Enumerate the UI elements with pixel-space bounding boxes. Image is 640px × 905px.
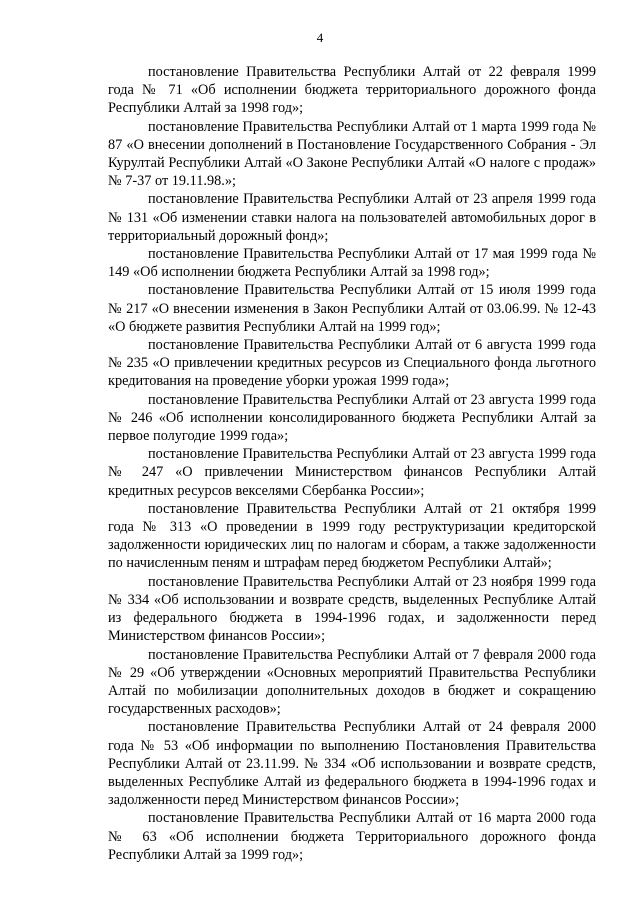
paragraph: постановление Правительства Республики Алтай от 7 февраля 2000 года № 29 «Об утверждении «Основных мероприятий Правительства Республики Алтай по мобилизации дополнительных доходов в бюджет и сокращению государственных расходов»;: [108, 646, 596, 718]
paragraph: постановление Правительства Республики Алтай от 23 августа 1999 года № 246 «Об исполнении консолидированного бюджета Республики Алтай за первое полугодие 1999 года»;: [108, 391, 596, 445]
paragraph: постановление Правительства Республики Алтай от 23 апреля 1999 года № 131 «Об изменении ставки налога на пользователей автомобильных дорог в территориальный дорожный фонд»;: [108, 191, 596, 244]
paragraph: постановление Правительства Республики Алтай от 15 июля 1999 года № 217 «О внесении изменения в Закон Республики Алтай от 03.06.99. № 12-43 «О бюджете развития Республики Алтай на 1999 год»;: [108, 282, 596, 335]
paragraph: постановление Правительства Республики Алтай от 1 марта 1999 года № 87 «О внесении дополнений в Постановление Государственного Собрания - Эл Курултай Республики Алтай «О Законе Республики Алтай «О налоге с продаж» № 7-37 от 19.11.98.»;: [108, 118, 596, 190]
paragraph: постановление Правительства Республики Алтай от 24 февраля 2000 года № 53 «Об информации по выполнению Постановления Правительства Республики Алтай от 23.11.99. № 334 «Об использовании и возврате средств, выделенных Республике Алтай из федерального бюджета в 1994-1996 годах и задолженности перед Министерством финансов России»;: [108, 719, 596, 809]
paragraph: постановление Правительства Республики Алтай от 23 августа 1999 года № 247 «О привлечении Министерством финансов Республики Алтай кредитных ресурсов векселями Сбербанка России»;: [108, 446, 596, 499]
paragraph: постановление Правительства Республики Алтай от 22 февраля 1999 года № 71 «Об исполнении бюджета территориального дорожного фонда Республики Алтай за 1998 год»;: [108, 64, 596, 117]
paragraph: постановление Правительства Республики Алтай от 21 октября 1999 года № 313 «О проведении в 1999 году реструктуризации кредиторской задолженности юридических лиц по налогам и сборам, а также задолженности по начисленным пеням и штрафам перед бюджетом Республики Алтай»;: [108, 500, 596, 572]
document-body: [108, 63, 596, 864]
paragraph: постановление Правительства Республики Алтай от 16 марта 2000 года № 63 «Об исполнении бюджета Территориального дорожного фонда Республики Алтай за 1999 год»;: [108, 810, 596, 863]
page-number: 4: [316, 30, 324, 45]
paragraph: постановление Правительства Республики Алтай от 6 августа 1999 года № 235 «О привлечении кредитных ресурсов из Специального фонда льготного кредитования на проведение уборки урожая 1999 года»;: [108, 337, 596, 390]
paragraph: постановление Правительства Республики Алтай от 23 ноября 1999 года № 334 «Об использовании и возврате средств, выделенных Республике Алтай из федерального бюджета в 1994-1996 годах, и задолженности перед Министерством финансов России»;: [108, 573, 596, 645]
paragraph: постановление Правительства Республики Алтай от 17 мая 1999 года № 149 «Об исполнении бюджета Республики Алтай за 1998 год»;: [108, 246, 596, 281]
